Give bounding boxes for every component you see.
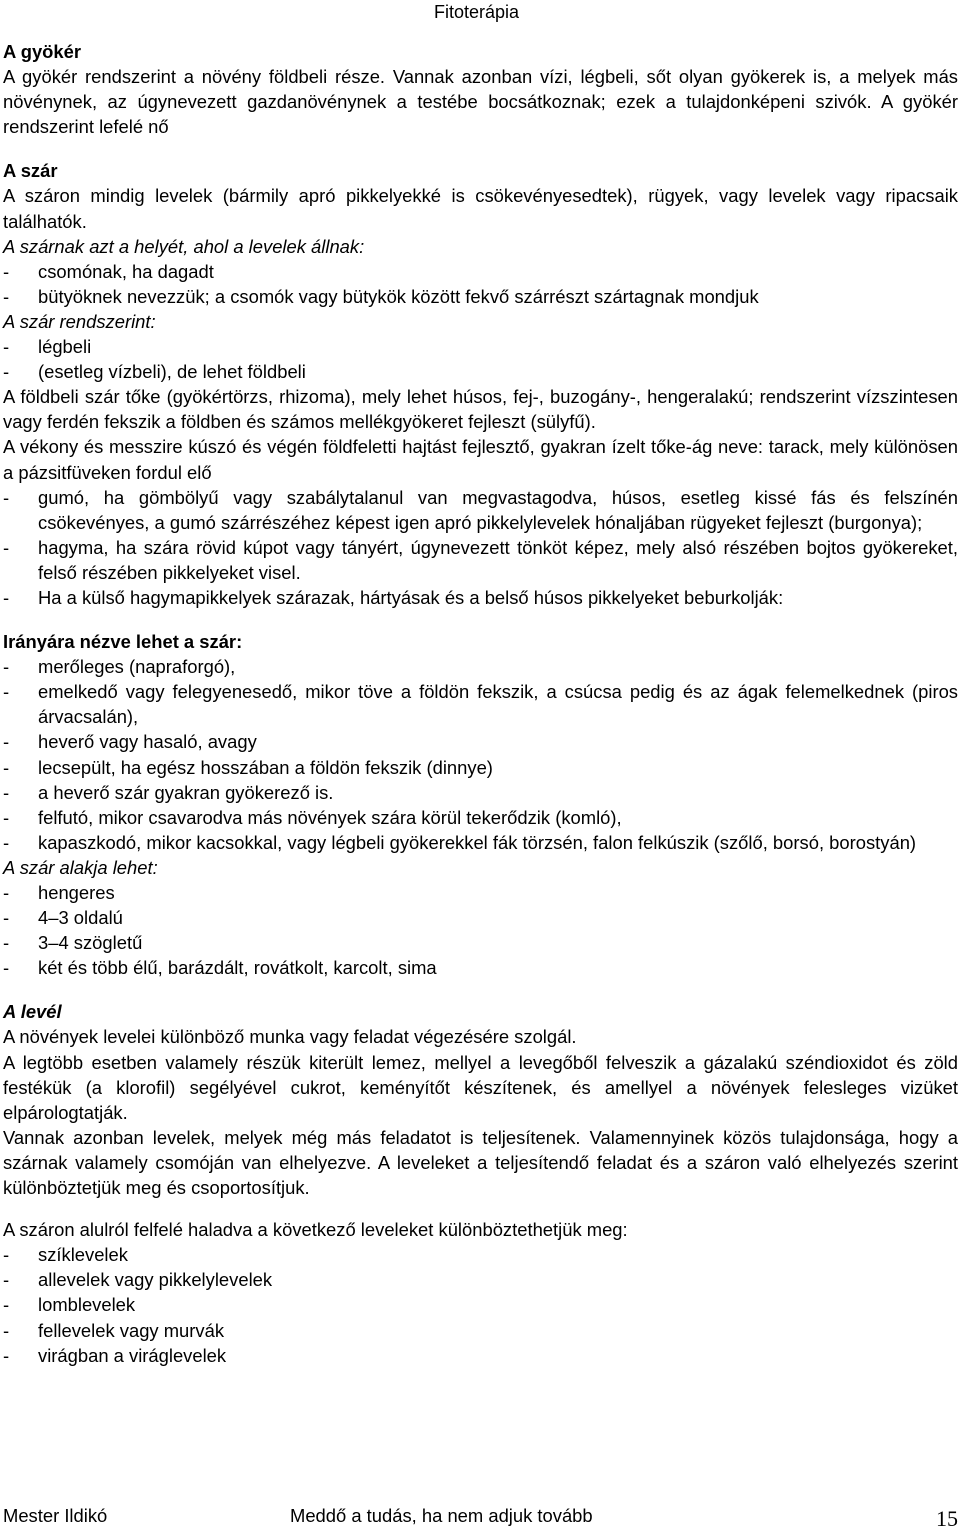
paragraph: A legtöbb esetben valamely részük kiterült lemez, mellyel a levegőből felveszik a gázalakú széndioxidot és zöld festékük (a klorofil) segélyével cukrot, keményítőt készítenek, és amellyel a növények felesleges vizüket elpárologtatják. — [3, 1051, 958, 1123]
paragraph: A száron mindig levelek (bármily apró pikkelyekké is csökevényesedtek), rügyek, vagy levelek vagy ripacsaik találhatók. — [3, 185, 958, 232]
footer-author: Mester Ildikó — [3, 1505, 108, 1526]
list-item: - allevelek vagy pikkelylevelek — [3, 1267, 958, 1292]
list-item: - hengeres — [3, 880, 958, 905]
paragraph: Vannak azonban levelek, melyek még más feladatot is teljesítenek. Valamennyinek közös tulajdonsága, hogy a szárnak valamely csomóján van elhelyezve. A leveleket a teljesítendő feladat és a száron való elhelyezés szerint különböztetjük meg és csoportosítjuk. — [3, 1126, 958, 1199]
list-item: - (esetleg vízbeli), de lehet földbeli — [3, 359, 958, 384]
subheading: A szárnak azt a helyét, ahol a levelek állnak: — [3, 235, 365, 257]
list-item: - merőleges (napraforgó), — [3, 654, 958, 679]
list-item: - kapaszkodó, mikor kacsokkal, vagy légbeli gyökerekkel fák törzsén, falon felkúszik (szőlő, borsó, borostyán) — [3, 830, 958, 855]
list-item: - hagyma, ha szára rövid kúpot vagy tányért, úgynevezett tönköt képez, mely alsó részében bojtos gyökereket, felső részében pikkelyeket visel. — [3, 535, 958, 585]
list-item: - 3–4 szögletű — [3, 930, 958, 955]
list-item: - csomónak, ha dagadt — [3, 259, 958, 284]
list-item: - bütyöknek nevezzük; a csomók vagy bütykök között fekvő szárrészt szártagnak mondjuk — [3, 284, 958, 309]
spacer — [3, 980, 958, 999]
list-item: - felfutó, mikor csavarodva más növények szára körül tekerődzik (komló), — [3, 805, 958, 830]
list-item: - Ha a külső hagymapikkelyek szárazak, hártyásak és a belső húsos pikkelyeket beburkolják: — [3, 585, 958, 610]
list-item: - 4–3 oldalú — [3, 905, 958, 930]
paragraph: A száron alulról felfelé haladva a következő leveleket különböztethetjük meg: — [3, 1219, 628, 1241]
paragraph: A gyökér rendszerint a növény földbeli része. Vannak azonban vízi, légbeli, sőt olyan gyökerek is, a melyek más növénynek, az úgynevezett gazdanövénynek a testébe bocsátkoznak; ezek a tulajdonképeni szivók. A gyökér rendszerint lefelé nő — [3, 66, 958, 138]
paragraph: A földbeli szár tőke (gyökértörzs, rhizoma), mely lehet húsos, fej-, buzogány-, hengeralakú; rendszerint vízszintesen vagy ferdén fekszik a földben és számos mellékgyökeret fejleszt (sülyfű). — [3, 386, 958, 433]
section-heading-root: A gyökér — [3, 41, 82, 62]
page-content — [3, 39, 958, 1368]
section-heading-direction: Irányára nézve lehet a szár: — [3, 631, 243, 653]
list-item: - virágban a viráglevelek — [3, 1343, 958, 1368]
list-item: - légbeli — [3, 334, 958, 359]
list-item: - fellevelek vagy murvák — [3, 1318, 958, 1343]
footer-motto: Meddő a tudás, ha nem adjuk tovább — [290, 1505, 593, 1526]
list-item: - emelkedő vagy felegyenesedő, mikor töve a földön fekszik, a csúcsa pedig és az ágak felemelkednek (piros árvacsalán), — [3, 679, 958, 729]
page-number: 15 — [936, 1506, 958, 1531]
list-item: - két és több élű, barázdált, rovátkolt, karcolt, sima — [3, 955, 958, 980]
subheading: A szár alakja lehet: — [3, 856, 158, 878]
spacer — [3, 139, 958, 158]
paragraph: A növények levelei különböző munka vagy feladat végezésére szolgál. — [3, 1026, 577, 1048]
page-header: Fitoterápia — [434, 2, 520, 22]
list-item: - a heverő szár gyakran gyökerező is. — [3, 780, 958, 805]
page-footer — [3, 1504, 958, 1531]
section-heading-leaf: A levél — [3, 1001, 62, 1023]
list-item: - lecsepült, ha egész hosszában a földön fekszik (dinnye) — [3, 755, 958, 780]
section-heading-stem: A szár — [3, 160, 58, 182]
subheading: A szár rendszerint: — [3, 310, 156, 332]
list-item: - heverő vagy hasaló, avagy — [3, 729, 958, 754]
spacer — [3, 610, 958, 629]
paragraph: A vékony és messzire kúszó és végén földfeletti hajtást fejlesztő, gyakran ízelt tőke-ág neve: tarack, mely különösen a pázsitfüveken fordul elő — [3, 436, 958, 483]
list-item: - lomblevelek — [3, 1292, 958, 1317]
spacer — [3, 1200, 958, 1217]
list-item: - gumó, ha gömbölyű vagy szabálytalanul van megvastagodva, húsos, esetleg kissé fás és felszínén csökevényes, a gumó szárrészéhez képest igen apró pikkelylevelek hónaljában rügyeket fejleszt (burgonya); — [3, 485, 958, 535]
list-item: - szíklevelek — [3, 1242, 958, 1267]
